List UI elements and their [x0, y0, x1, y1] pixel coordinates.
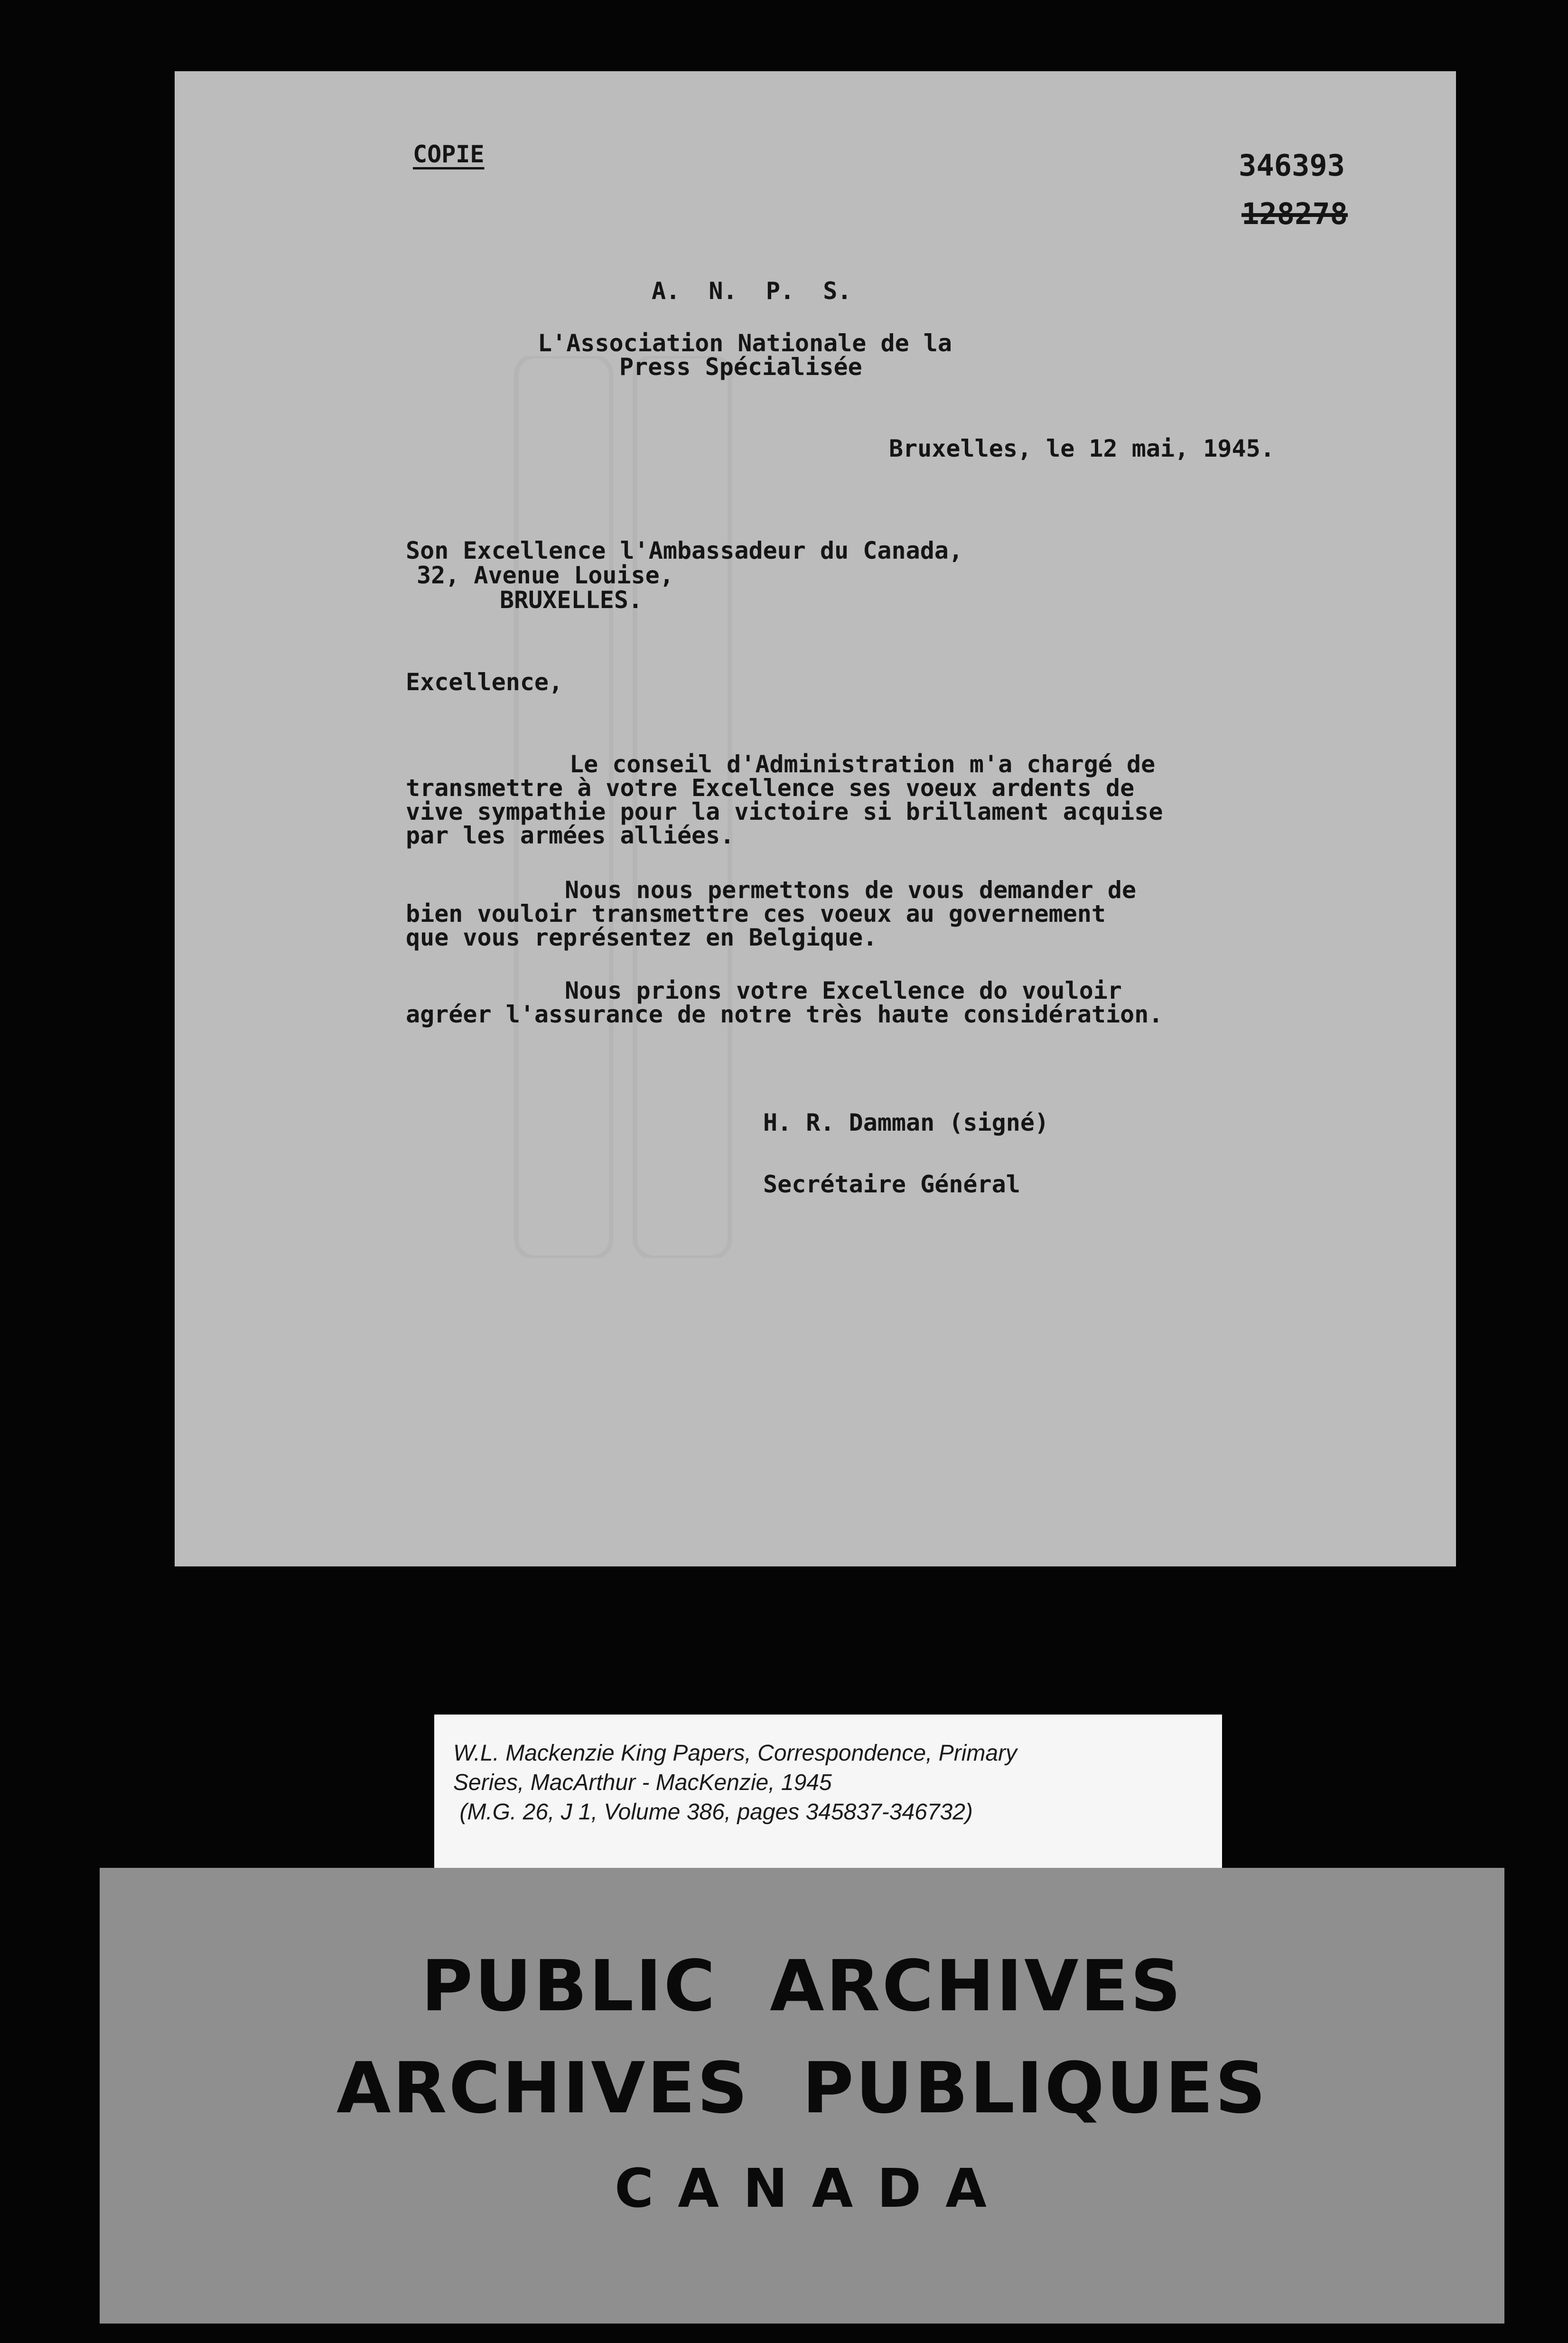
- address-line-1: Son Excellence l'Ambassadeur du Canada,: [406, 537, 963, 564]
- body-line: agréer l'assurance de notre très haute considération.: [406, 1001, 1163, 1028]
- citation-label: [434, 1715, 1222, 1869]
- address-line-2: 32, Avenue Louise,: [417, 562, 674, 589]
- body-line: Nous prions votre Excellence do vouloir: [565, 977, 1122, 1004]
- body-line: bien vouloir transmettre ces voeux au governement: [406, 900, 1106, 928]
- signature: H. R. Damman (signé): [763, 1109, 1049, 1136]
- salutation: Excellence,: [406, 668, 563, 696]
- reference-number-struck: 128278: [1241, 197, 1348, 231]
- banner-line-1: PUBLIC ARCHIVES: [421, 1945, 1183, 2027]
- body-line: transmettre à votre Excellence ses voeux ardents de: [406, 774, 1135, 802]
- org-name-line1: L'Association Nationale de la: [538, 329, 952, 357]
- body-line: Le conseil d'Administration m'a chargé de: [569, 750, 1156, 778]
- citation-line-3: (M.G. 26, J 1, Volume 386, pages 345837-346732): [453, 1799, 973, 1825]
- org-name-line2: Press Spécialisée: [619, 353, 862, 381]
- reference-number: 346393: [1239, 148, 1345, 183]
- banner-line-2: ARCHIVES PUBLIQUES: [336, 2047, 1268, 2129]
- citation-line-2: Series, MacArthur - MacKenzie, 1945: [453, 1770, 832, 1795]
- place-date: Bruxelles, le 12 mai, 1945.: [889, 435, 1275, 462]
- signature-title: Secrétaire Général: [763, 1171, 1020, 1198]
- archives-banner: [100, 1868, 1504, 2324]
- banner-line-3: C A N A D A: [615, 2158, 989, 2220]
- copy-mark: COPIE: [413, 141, 485, 168]
- org-abbreviation: A. N. P. S.: [652, 277, 852, 305]
- body-line: Nous nous permettons de vous demander de: [565, 876, 1137, 904]
- address-line-3: BRUXELLES.: [500, 586, 643, 614]
- body-line: vive sympathie pour la victoire si brillament acquise: [406, 798, 1163, 825]
- citation-line-1: W.L. Mackenzie King Papers, Correspondence, Primary: [453, 1741, 1017, 1766]
- letter-sheet: [175, 71, 1456, 1566]
- body-line: par les armées alliées.: [406, 822, 735, 849]
- body-line: que vous représentez en Belgique.: [406, 924, 877, 951]
